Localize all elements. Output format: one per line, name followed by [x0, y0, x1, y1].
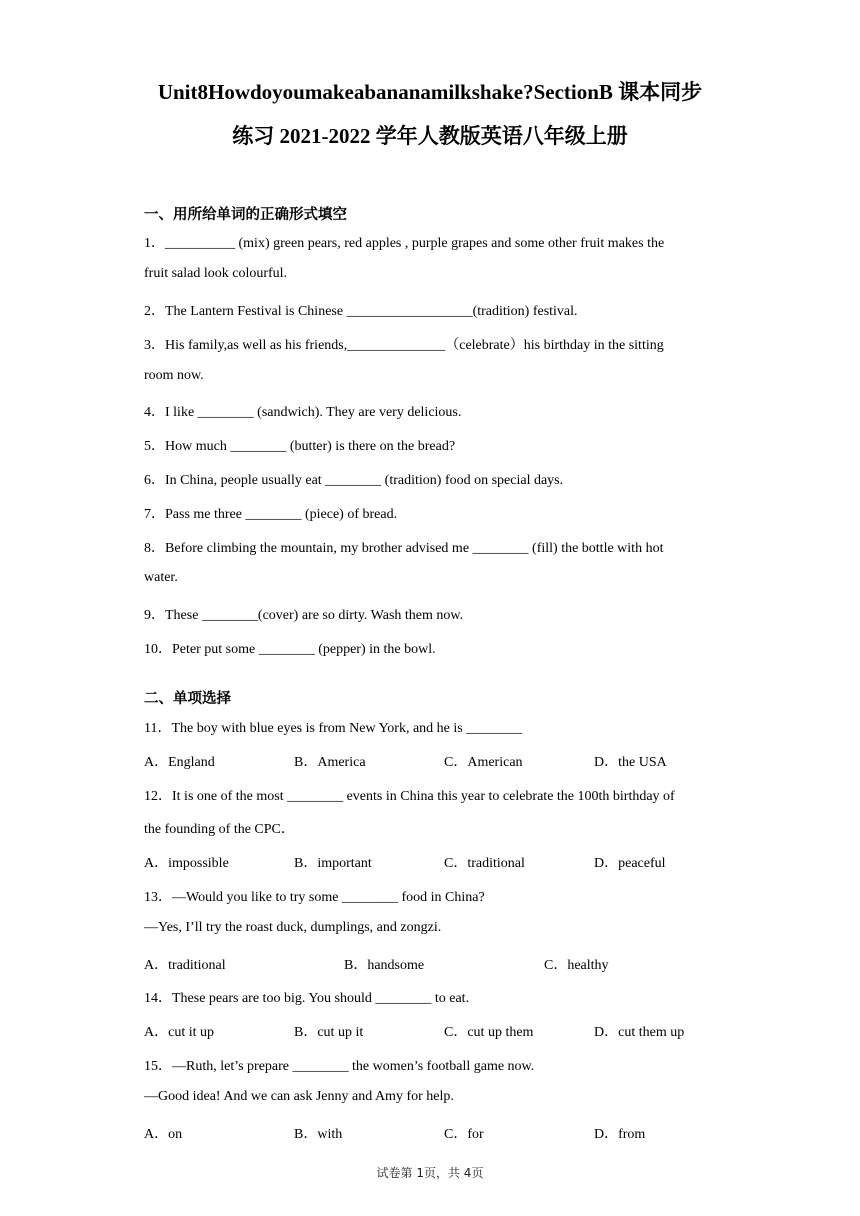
question-15-line-2: —Good idea! And we can ask Jenny and Amy for help.: [144, 1089, 454, 1104]
question-12-option-a: A．impossible: [144, 856, 229, 871]
question-11-option-c: C．American: [444, 755, 523, 770]
question-14-option-d: D．cut them up: [594, 1025, 685, 1040]
question-2: 2．The Lantern Festival is Chinese __________________(tradition) festival.: [144, 304, 578, 319]
question-15-option-d: D．from: [594, 1127, 646, 1142]
question-13-option-a: A．traditional: [144, 958, 226, 973]
question-11: 11．The boy with blue eyes is from New York, and he is ________: [144, 721, 523, 736]
question-14: 14．These pears are too big. You should ________ to eat.: [144, 991, 470, 1006]
question-11-option-b: B．America: [294, 755, 366, 770]
question-15-option-b: B．with: [294, 1127, 343, 1142]
question-8-line-1: 8．Before climbing the mountain, my brother advised me ________ (fill) the bottle with hot: [144, 541, 664, 556]
question-15-option-a: A．on: [144, 1127, 183, 1142]
question-13-line-1: 13．―Would you like to try some ________ food in China?: [144, 890, 485, 905]
section-heading-multiple-choice: 二、单项选择: [144, 691, 231, 707]
question-1-line-1: 1．__________ (mix) green pears, red apples , purple grapes and some other fruit makes the: [144, 236, 665, 251]
question-12-option-d: D．peaceful: [594, 856, 666, 871]
section-heading-fill-in: 一、用所给单词的正确形式填空: [144, 207, 347, 223]
question-7: 7．Pass me three ________ (piece) of bread.: [144, 507, 398, 522]
question-3-line-1: 3．His family,as well as his friends,______________（celebrate）his birthday in the sitting: [144, 338, 664, 353]
page-footer: 试卷第 1页，共 4页: [376, 1166, 484, 1180]
question-4: 4．I like ________ (sandwich). They are very delicious.: [144, 405, 462, 420]
question-13-option-c: C．healthy: [544, 958, 609, 973]
question-14-option-c: C．cut up them: [444, 1025, 534, 1040]
question-12-option-b: B．important: [294, 856, 372, 871]
document-title-line-2: 练习 2021-2022 学年人教版英语八年级上册: [232, 124, 628, 148]
question-11-option-d: D．the USA: [594, 755, 667, 770]
question-6: 6．In China, people usually eat ________ (tradition) food on special days.: [144, 473, 564, 488]
question-12-line-2: the founding of the CPC．: [144, 822, 295, 837]
question-3-line-2: room now.: [144, 368, 204, 383]
question-12-option-c: C．traditional: [444, 856, 525, 871]
document-title-line-1: Unit8Howdoyoumakeabananamilkshake?SectionB 课本同步: [157, 80, 703, 104]
question-1-line-2: fruit salad look colourful.: [144, 266, 288, 281]
question-14-option-b: B．cut up it: [294, 1025, 364, 1040]
question-13-option-b: B．handsome: [344, 958, 425, 973]
question-8-line-2: water.: [144, 570, 178, 585]
question-12-line-1: 12．It is one of the most ________ events in China this year to celebrate the 100th birthday of: [144, 789, 675, 804]
question-9: 9．These ________(cover) are so dirty. Wash them now.: [144, 608, 464, 623]
question-11-option-a: A．England: [144, 755, 215, 770]
question-14-option-a: A．cut it up: [144, 1025, 214, 1040]
question-15-line-1: 15．—Ruth, let’s prepare ________ the women’s football game now.: [144, 1059, 535, 1074]
question-13-line-2: ―Yes, I’ll try the roast duck, dumplings, and zongzi.: [144, 920, 442, 935]
question-5: 5．How much ________ (butter) is there on the bread?: [144, 439, 456, 454]
question-10: 10．Peter put some ________ (pepper) in the bowl.: [144, 642, 436, 657]
question-15-option-c: C．for: [444, 1127, 484, 1142]
